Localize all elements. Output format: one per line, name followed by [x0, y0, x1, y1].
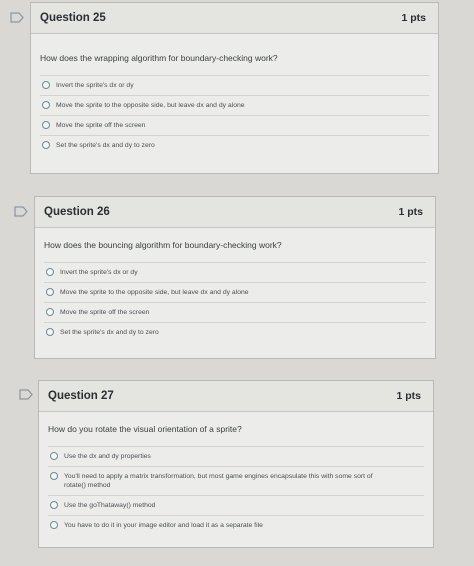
- question-points: 1 pts: [398, 206, 423, 218]
- answer-label: Move the sprite to the opposite side, but leave dx and dy alone: [60, 289, 249, 296]
- answer-option[interactable]: [40, 116, 429, 136]
- answer-label: Invert the sprite's dx or dy: [60, 269, 138, 276]
- answer-label: Set the sprite's dx and dy to zero: [56, 142, 155, 149]
- answer-label: Invert the sprite's dx or dy: [56, 82, 134, 89]
- question-card: [30, 2, 439, 174]
- flag-question-icon[interactable]: [19, 389, 33, 400]
- answer-option[interactable]: [48, 467, 424, 496]
- answer-option[interactable]: [40, 136, 429, 156]
- question-title: Question 25: [40, 12, 106, 24]
- answer-list: [48, 446, 424, 536]
- question-card: [34, 196, 436, 359]
- flag-question-icon[interactable]: [14, 206, 28, 217]
- answer-label: You have to do it in your image editor and load it as a separate file: [64, 522, 263, 529]
- answer-label: Use the goThataway() method: [64, 502, 156, 509]
- answer-label: Set the sprite's dx and dy to zero: [60, 329, 159, 336]
- answer-list: [44, 262, 426, 343]
- radio-button[interactable]: [46, 268, 54, 276]
- question-points: 1 pts: [396, 390, 421, 402]
- answer-option[interactable]: [48, 447, 424, 467]
- answer-label: Move the sprite off the screen: [56, 122, 146, 129]
- radio-button[interactable]: [50, 472, 58, 480]
- radio-button[interactable]: [42, 121, 50, 129]
- question-title: Question 27: [48, 390, 114, 402]
- question-prompt: How does the bouncing algorithm for boundary-checking work?: [44, 240, 282, 250]
- radio-button[interactable]: [50, 521, 58, 529]
- answer-label: You'll need to apply a matrix transformation, but most game engines encapsulate this with some sort of rotate() method: [64, 473, 373, 489]
- radio-button[interactable]: [50, 501, 58, 509]
- radio-button[interactable]: [42, 101, 50, 109]
- radio-button[interactable]: [46, 308, 54, 316]
- answer-list: [40, 75, 429, 156]
- radio-button[interactable]: [42, 141, 50, 149]
- question-card: [38, 380, 434, 548]
- radio-button[interactable]: [46, 328, 54, 336]
- question-title: Question 26: [44, 206, 110, 218]
- question-header: [39, 381, 433, 412]
- question-prompt: How do you rotate the visual orientation of a sprite?: [48, 424, 242, 434]
- answer-option[interactable]: [48, 516, 424, 536]
- question-header: [35, 197, 435, 228]
- radio-button[interactable]: [50, 452, 58, 460]
- flag-question-icon[interactable]: [10, 12, 24, 23]
- answer-label: Move the sprite to the opposite side, but leave dx and dy alone: [56, 102, 245, 109]
- answer-option[interactable]: [40, 96, 429, 116]
- answer-label: Move the sprite off the screen: [60, 309, 150, 316]
- answer-option[interactable]: [44, 323, 426, 343]
- answer-option[interactable]: [44, 303, 426, 323]
- answer-option[interactable]: [44, 283, 426, 303]
- question-prompt: How does the wrapping algorithm for boundary-checking work?: [40, 53, 278, 63]
- answer-option[interactable]: [44, 263, 426, 283]
- radio-button[interactable]: [42, 81, 50, 89]
- answer-option[interactable]: [40, 76, 429, 96]
- answer-label: Use the dx and dy properties: [64, 453, 151, 460]
- radio-button[interactable]: [46, 288, 54, 296]
- question-header: [31, 3, 438, 34]
- answer-option[interactable]: [48, 496, 424, 516]
- question-points: 1 pts: [401, 12, 426, 24]
